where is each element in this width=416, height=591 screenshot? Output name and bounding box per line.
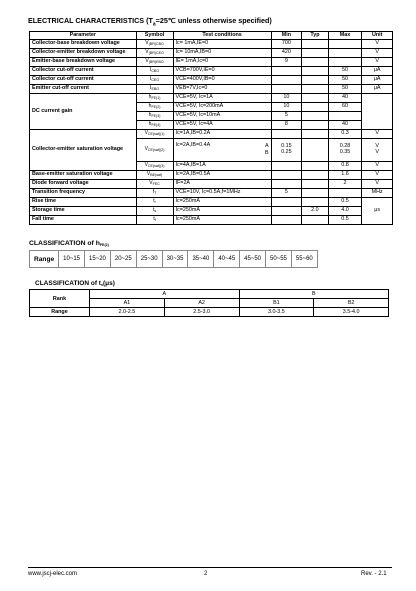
min-cell	[271, 198, 302, 207]
symbol-cell: $V_{CE(sat)(1)}$	[136, 130, 173, 139]
symbol-cell: $V_{BE(sat)}$	[136, 171, 173, 180]
unit-cell: V	[362, 180, 393, 189]
unit-cell: MHz	[362, 189, 393, 198]
range-cell: 2.0-2.5	[90, 308, 165, 317]
min-cell	[271, 85, 302, 94]
range-cell: 25~30	[136, 251, 162, 268]
condition-cell: VCE=5V, Ic=200mA	[173, 103, 271, 112]
typ-cell	[302, 67, 328, 76]
symbol-cell: $V_{(BR)CEO}$	[136, 49, 173, 58]
unit-cell: V	[362, 162, 393, 171]
param-cell: Collector-base breakdown voltage	[30, 40, 137, 49]
typ-cell	[302, 130, 328, 139]
symbol-cell: $f_T$	[136, 189, 173, 198]
unit-cell	[362, 94, 393, 130]
rank-label: Rank	[30, 290, 90, 308]
max-cell: 40	[328, 94, 362, 103]
condition-cell: Ic=250mA	[173, 198, 271, 207]
typ-cell	[302, 40, 328, 49]
condition-cell: Ic= 1mA,IE=0	[173, 40, 271, 49]
condition-cell: Ic=2A,IB=0.4A A B	[173, 139, 271, 162]
symbol-cell: $h_{FE(2)}$	[136, 103, 173, 112]
condition-cell: VCE=5V, Ic=1A	[173, 94, 271, 103]
hfe-classification-title: CLASSIFICATION of $h_{FE(2)}$	[29, 240, 109, 247]
min-cell: 420	[271, 49, 302, 58]
min-cell: 8	[271, 121, 302, 130]
min-cell	[271, 216, 302, 225]
range-cell: 40~45	[214, 251, 240, 268]
range-cell: 2.5-3.0	[164, 308, 239, 317]
typ-cell	[302, 76, 328, 85]
rank-cell: B2	[314, 299, 389, 308]
typ-cell	[302, 85, 328, 94]
min-cell: 9	[271, 58, 302, 67]
table-row	[30, 180, 393, 189]
range-cell: 20~25	[110, 251, 136, 268]
condition-cell: VCE=5V, Ic=10mA	[173, 112, 271, 121]
table-row	[30, 216, 393, 225]
footer-divider	[28, 567, 392, 568]
max-cell: 0.5	[328, 198, 362, 207]
symbol-cell: $h_{FE(3)}$	[136, 112, 173, 121]
max-cell: 60	[328, 103, 362, 112]
condition-cell: Ic=1A,IB=0.2A	[173, 130, 271, 139]
param-cell: Emitter cut-off current	[30, 85, 137, 94]
condition-cell: VCB=700V,IE=0	[173, 67, 271, 76]
max-cell: 50	[328, 67, 362, 76]
table-header-row	[30, 32, 393, 40]
unit-cell: V	[362, 130, 393, 139]
typ-cell	[302, 121, 328, 130]
typ-cell	[302, 94, 328, 103]
max-cell: 40	[328, 121, 362, 130]
min-cell: 0.15 0.25	[271, 139, 302, 162]
header-typ: Typ	[302, 32, 328, 40]
symbol-cell: $V_{CE(sat)(2)}$	[136, 139, 173, 162]
rank-cell: A2	[164, 299, 239, 308]
max-cell: 1.6	[328, 171, 362, 180]
min-cell	[271, 130, 302, 139]
typ-cell	[302, 112, 328, 121]
unit-cell: μA	[362, 67, 393, 76]
group-a-cell: A	[90, 290, 240, 299]
rank-cell: B1	[239, 299, 314, 308]
header-parameter: Parameter	[30, 32, 137, 40]
symbol-cell: $V_{FEC}$	[136, 180, 173, 189]
min-cell	[271, 180, 302, 189]
min-cell: 700	[271, 40, 302, 49]
table-row	[30, 130, 393, 139]
symbol-cell: $I_{CEO}$	[136, 76, 173, 85]
symbol-cell: $I_{EBO}$	[136, 85, 173, 94]
max-cell	[328, 49, 362, 58]
param-cell: Collector-emitter breakdown voltage	[30, 49, 137, 58]
max-cell: 0.8	[328, 162, 362, 171]
symbol-cell: $V_{(BR)EBO}$	[136, 58, 173, 67]
unit-cell: V	[362, 40, 393, 49]
table-row	[30, 58, 393, 67]
condition-cell: VEB=7V,Ic=0	[173, 85, 271, 94]
range-cell: 45~50	[240, 251, 266, 268]
table-row	[30, 85, 393, 94]
symbol-cell: $I_{CBO}$	[136, 67, 173, 76]
range-cell: 15~20	[85, 251, 111, 268]
table-row	[30, 290, 389, 299]
param-cell: Storage time	[30, 207, 137, 216]
symbol-cell: $h_{FE(1)}$	[136, 94, 173, 103]
max-cell: 4.0	[328, 207, 362, 216]
range-cell: 55~60	[291, 251, 317, 268]
table-row	[30, 251, 318, 268]
typ-cell	[302, 198, 328, 207]
unit-cell: μA	[362, 85, 393, 94]
max-cell	[328, 189, 362, 198]
unit-cell: μA	[362, 76, 393, 85]
param-cell: Diode forward voltage	[30, 180, 137, 189]
header-test-conditions: Test conditions	[173, 32, 271, 40]
symbol-cell: $V_{CE(sat)(3)}$	[136, 162, 173, 171]
param-cell: Base-emitter saturation voltage	[30, 171, 137, 180]
condition-cell: VCE=400V,IB=0	[173, 76, 271, 85]
condition-cell: Ic=250mA	[173, 216, 271, 225]
table-row	[30, 40, 393, 49]
param-cell: Collector cut-off current	[30, 67, 137, 76]
range-cell: 50~55	[266, 251, 292, 268]
rank-b-label: B	[265, 150, 269, 156]
table-row	[30, 94, 393, 103]
typ-cell	[302, 171, 328, 180]
symbol-cell: $t_r$	[136, 198, 173, 207]
typ-cell: 2.0	[302, 207, 328, 216]
range-cell: 35~40	[188, 251, 214, 268]
min-cell: 10	[271, 94, 302, 103]
param-cell: Fall time	[30, 216, 137, 225]
group-b-cell: B	[239, 290, 389, 299]
condition-cell: Ic= 10mA,IB=0	[173, 49, 271, 58]
ts-classification-title: CLASSIFICATION of $t_s(\mu s)$	[35, 280, 115, 287]
max-cell: 2	[328, 180, 362, 189]
typ-cell	[302, 58, 328, 67]
header-min: Min	[271, 32, 302, 40]
max-cell: 50	[328, 76, 362, 85]
section-title: ELECTRICAL CHARACTERISTICS ($T_a=25℃$ unless otherwise specified)	[28, 16, 272, 28]
min-cell: 5	[271, 189, 302, 198]
range-cell: 10~15	[59, 251, 85, 268]
max-cell: 0.5	[328, 216, 362, 225]
param-cell: Emitter-base breakdown voltage	[30, 58, 137, 67]
range-label: Range	[30, 251, 59, 268]
table-row	[30, 171, 393, 180]
max-cell	[328, 112, 362, 121]
typ-cell	[302, 216, 328, 225]
unit-cell: V	[362, 171, 393, 180]
min-cell	[271, 67, 302, 76]
header-symbol: Symbol	[136, 32, 173, 40]
table-row	[30, 207, 393, 216]
electrical-characteristics-table	[29, 31, 393, 225]
unit-cell: μs	[362, 198, 393, 225]
min-cell: 10	[271, 103, 302, 112]
max-cell: 50	[328, 85, 362, 94]
rank-a-label: A	[265, 143, 269, 149]
min-cell: 5	[271, 112, 302, 121]
table-row	[30, 67, 393, 76]
range-cell: 3.5-4.0	[314, 308, 389, 317]
min-cell	[271, 162, 302, 171]
symbol-cell: $t_f$	[136, 216, 173, 225]
page-number: 2	[204, 571, 208, 577]
symbol-cell: $V_{(BR)CBO}$	[136, 40, 173, 49]
param-cell: Rise time	[30, 198, 137, 207]
range-cell: 30~35	[162, 251, 188, 268]
param-cell: DC current gain	[30, 94, 137, 130]
typ-cell	[302, 139, 328, 162]
condition-cell: IE= 1mA,Ic=0	[173, 58, 271, 67]
typ-cell	[302, 49, 328, 58]
condition-cell: VCE=5V, Ic=4A	[173, 121, 271, 130]
typ-cell	[302, 103, 328, 112]
param-cell: Collector cut-off current	[30, 76, 137, 85]
ts-classification-table	[29, 289, 389, 317]
table-row	[30, 189, 393, 198]
condition-cell: Ic=4A,IB=1A	[173, 162, 271, 171]
unit-cell: V	[362, 49, 393, 58]
unit-cell: V V	[362, 139, 393, 162]
min-cell	[271, 207, 302, 216]
max-cell	[328, 58, 362, 67]
typ-cell	[302, 162, 328, 171]
min-cell	[271, 171, 302, 180]
header-unit: Unit	[362, 32, 393, 40]
rank-cell: A1	[90, 299, 165, 308]
table-row	[30, 76, 393, 85]
range-label: Range	[30, 308, 90, 317]
header-max: Max	[328, 32, 362, 40]
table-row	[30, 198, 393, 207]
symbol-cell: $t_s$	[136, 207, 173, 216]
max-cell	[328, 40, 362, 49]
condition-cell: Ic=2A,IB=0.5A	[173, 171, 271, 180]
table-row	[30, 308, 389, 317]
min-cell	[271, 76, 302, 85]
hfe-classification-table	[29, 250, 318, 268]
revision-label: Rev. - 2.1	[361, 571, 387, 577]
condition-cell: Ic=250mA	[173, 207, 271, 216]
max-cell: 0.3	[328, 130, 362, 139]
footer-url[interactable]: www.jscj-elec.com	[28, 571, 78, 577]
unit-cell: V	[362, 58, 393, 67]
range-cell: 3.0-3.5	[239, 308, 314, 317]
typ-cell	[302, 180, 328, 189]
param-cell: Collector-emitter saturation voltage	[30, 130, 137, 171]
condition-cell: VCE=10V, Ic=0.5A,f=1MHz	[173, 189, 271, 198]
table-row	[30, 49, 393, 58]
param-cell: Transition frequency	[30, 189, 137, 198]
max-cell: 0.28 0.35	[328, 139, 362, 162]
typ-cell	[302, 189, 328, 198]
condition-cell: IF=2A	[173, 180, 271, 189]
symbol-cell: $h_{FE(4)}$	[136, 121, 173, 130]
